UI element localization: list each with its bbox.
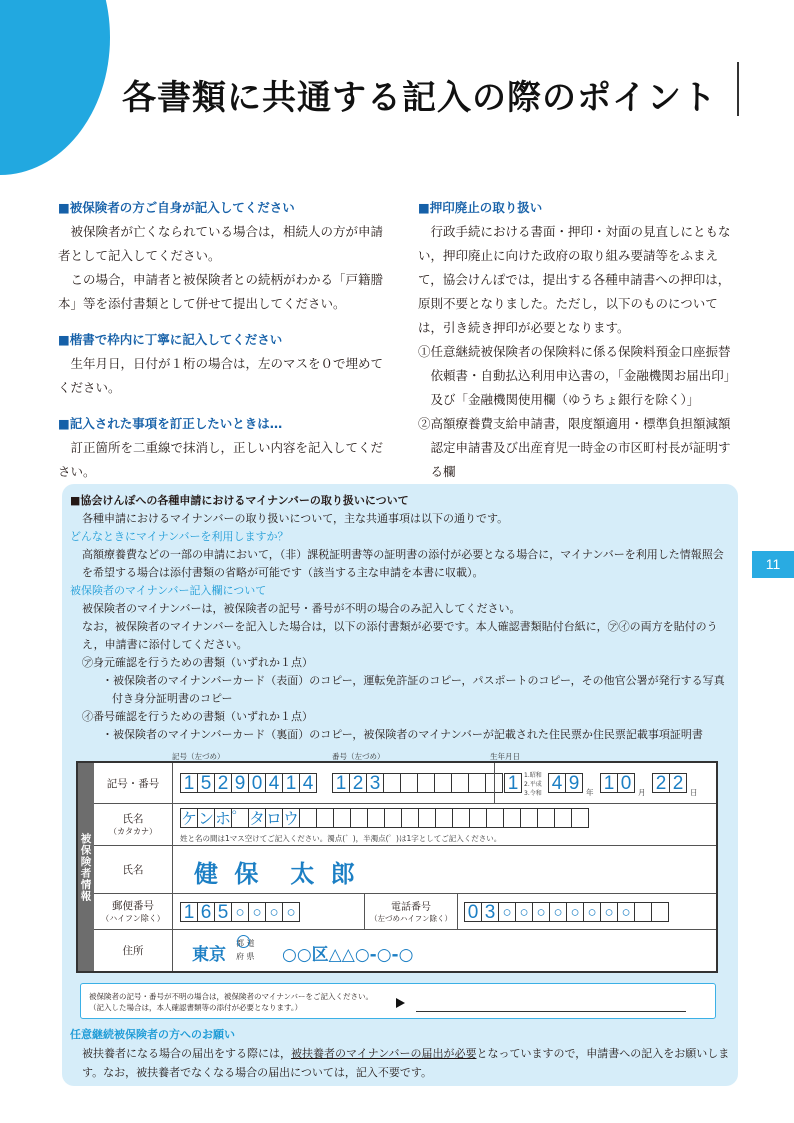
year-cells (548, 773, 582, 793)
mynumber-blank-line (416, 1011, 686, 1012)
section-heading: ■記入された事項を訂正したいときは… (58, 416, 283, 431)
paragraph: この場合，申請者と被保険者との続柄がわかる「戸籍謄本」等を添付書類として併せて提出してください。 (58, 272, 384, 311)
paragraph: なお，被保険者のマイナンバーを記入した場合は，以下の添付書類が必要です。本人確認書類貼付台紙に，㋐㋑の両方を貼付のうえ，申請書に添付してください。 (82, 620, 718, 651)
subheading: どんなときにマイナンバーを利用しますか？ (70, 530, 289, 543)
form-cell: ○ (515, 902, 533, 922)
form-cell (554, 808, 572, 828)
form-cell (537, 808, 555, 828)
unit-year: 年 (586, 788, 594, 797)
pref-value: 東京 (192, 945, 226, 965)
form-cell (503, 808, 521, 828)
tail-text-b: となっていますので，申請書への記入をお願いします。なお，被扶養者でなくなる場合の届出については，記入不要です。 (82, 1047, 730, 1079)
corner-decoration (0, 0, 110, 175)
form-cell: ゜ (232, 809, 249, 828)
form-cell: 1 (504, 773, 522, 793)
row-address (94, 929, 716, 971)
form-cell: ホ (215, 809, 232, 828)
right-column (418, 196, 740, 484)
paragraph: 行政手続における書面・押印・対面の見直しにともない，押印廃止に向けた政府の取り組み要請等をふまえて，協会けんぽでは，提出する各種申請書への押印は，原則不要となりました。ただし，以下のものについては，引き続き押印が必要となります。 (418, 224, 731, 335)
tail-text-a: 被扶養者になる場合の届出をする際には， (82, 1047, 291, 1060)
form-cell (435, 808, 453, 828)
form-cell: 4 (548, 773, 566, 793)
label-kana: 氏名 （カタカナ） (94, 803, 173, 845)
form-cell: ○ (231, 902, 249, 922)
form-cell (350, 808, 368, 828)
form-cell (316, 808, 334, 828)
form-cell (651, 902, 669, 922)
label-address: 住所 (94, 929, 173, 971)
day-cells (652, 773, 686, 793)
tail-text-underlined: 被扶養者のマイナンバーの届出が必要 (291, 1047, 477, 1060)
form-cell: 1 (282, 773, 300, 793)
form-cell: 5 (197, 773, 215, 793)
form-cell (469, 808, 487, 828)
paragraph: 高額療養費などの一部の申請において，（非）課税証明書等の証明書の添付が必要となる場合に，マイナンバーを利用した情報照会を希望する場合は添付書類の省略が可能です（該当する主な申請を本書に収載）。 (82, 548, 724, 579)
form-cell (468, 773, 486, 793)
subheading: 被保険者のマイナンバー記入欄について (70, 584, 267, 597)
form-cell: 2 (669, 773, 687, 793)
form-cell: ○ (600, 902, 618, 922)
section-heading: ■押印廃止の取り扱い (418, 200, 543, 215)
form-cell (400, 773, 418, 793)
form-cell: 9 (565, 773, 583, 793)
list-item: ①任意継続被保険者の保険料に係る保険料預金口座振替依頼書・自動払込利用申込書の，「金融機関お届出印」及び「金融機関使用欄（ゆうちょ銀行を除く）」 (418, 344, 737, 407)
form-cell (384, 808, 402, 828)
form-cell (520, 808, 538, 828)
form-cell (401, 808, 419, 828)
list-item: ・被保険者のマイナンバーカード（裏面）のコピー，被保険者のマイナンバーが記載された住民票か住民票記載事項証明書 (102, 728, 703, 741)
title-rule (737, 62, 739, 116)
sample-form (76, 761, 718, 973)
form-cell: 1 (180, 773, 198, 793)
form-cell: 9 (231, 773, 249, 793)
form-cell: タ (249, 809, 266, 828)
form-cell (451, 773, 469, 793)
form-cell (383, 773, 401, 793)
paragraph: 被保険者のマイナンバーは，被保険者の記号・番号が不明の場合のみ記入してください。 (82, 602, 521, 615)
name-value: 健 保 太 郎 (194, 860, 359, 888)
form-cell: 4 (265, 773, 283, 793)
month-cells (600, 773, 634, 793)
paragraph: 訂正箇所を二重線で抹消し，正しい内容を記入してください。 (58, 440, 384, 479)
form-cell: ケ (181, 809, 198, 828)
paragraph: 各種申請におけるマイナンバーの取り扱いについて，主な共通事項は以下の通りです。 (82, 512, 509, 525)
form-cell: 4 (299, 773, 317, 793)
form-cell: ○ (566, 902, 584, 922)
form-cell: ○ (549, 902, 567, 922)
form-cell: 6 (197, 902, 215, 922)
label-kigo-bango: 記号・番号 (94, 763, 173, 803)
form-cell: ウ (283, 809, 300, 828)
form-side-label: 被保険者情報 (78, 763, 94, 971)
unit-month: 月 (638, 788, 646, 797)
form-cell: 0 (248, 773, 266, 793)
form-cell: 1 (180, 902, 198, 922)
form-cell: 3 (481, 902, 499, 922)
row-kana (94, 803, 716, 846)
caption-birth: 生年月日 (490, 752, 520, 761)
arrow-right-icon (396, 998, 405, 1008)
form-cell: 2 (349, 773, 367, 793)
tel-cells (464, 902, 668, 922)
form-cell (333, 808, 351, 828)
mynumber-panel-text (70, 492, 730, 744)
form-cell: 0 (464, 902, 482, 922)
label-name: 氏名 (94, 845, 173, 893)
pref-options: 都 道 府 県 (236, 939, 255, 961)
paragraph: 被保険者が亡くなられている場合は，相続人の方が申請者として記入してください。 (58, 224, 384, 263)
form-cell: 0 (617, 773, 635, 793)
form-cell (418, 808, 436, 828)
form-cell: ン (198, 809, 215, 828)
section-heading: ■被保険者の方ご自身が記入してください (58, 200, 295, 215)
label-zip: 郵便番号 （ハイフン除く） (94, 893, 173, 929)
form-cell: ○ (617, 902, 635, 922)
list-item: ②高額療養費支給申請書，限度額適用・標準負担額減額認定申請書及び出産育児一時金の市区町村長が証明する欄 (418, 416, 731, 479)
form-cell: ロ (266, 809, 283, 828)
zip-cells (180, 902, 299, 922)
form-cell (452, 808, 470, 828)
row-kigo-bango (94, 763, 716, 804)
selected-circle (237, 935, 250, 948)
subheading: 任意継続被保険者の方へのお願い (70, 1028, 235, 1041)
form-cell: ○ (498, 902, 516, 922)
row-zip-tel (94, 893, 716, 930)
kigo-cells (180, 773, 316, 793)
form-cell: ○ (532, 902, 550, 922)
continuing-request (70, 1025, 730, 1082)
form-cell: 3 (366, 773, 384, 793)
form-cell: 2 (214, 773, 232, 793)
era-options: 1.昭和 2.平成 3.令和 (524, 772, 542, 797)
address-value: ○○区△△○-○-○ (282, 945, 414, 965)
form-cell (571, 808, 589, 828)
mynumber-note: 被保険者の記号・番号が不明の場合は，被保険者のマイナンバーをご記入ください。 （記入した場合は，本人確認書類等の添付が必要となります。） (89, 992, 373, 1012)
form-cell: 2 (652, 773, 670, 793)
mynumber-note-box (80, 983, 716, 1019)
section-heading: ■楷書で枠内に丁寧に記入してください (58, 332, 283, 347)
form-cell: 1 (332, 773, 350, 793)
kana-note: 姓と名の間は1マス空けてご記入ください。濁点(゛)，半濁点(゜)は1字としてご記入ください。 (180, 834, 502, 843)
form-cell: 1 (600, 773, 618, 793)
unit-day: 日 (690, 788, 698, 797)
caption-kigo: 記号（左づめ） (172, 752, 225, 761)
form-cell: ○ (282, 902, 300, 922)
form-cell: ○ (265, 902, 283, 922)
kana-cells (180, 808, 588, 828)
form-cell (434, 773, 452, 793)
row-name (94, 845, 716, 894)
era-cell (504, 773, 521, 793)
list-item: ・被保険者のマイナンバーカード（表面）のコピー，運転免許証のコピー，パスポートのコピー，その他官公署が発行する写真付き身分証明書のコピー (102, 674, 725, 705)
form-cell (299, 808, 317, 828)
page-number: 11 (752, 551, 794, 578)
form-cell: ○ (583, 902, 601, 922)
form-cell: 5 (214, 902, 232, 922)
list-heading: ㋑番号確認を行うための書類（いずれか１点） (82, 710, 313, 723)
form-cell (634, 902, 652, 922)
caption-bango: 番号（左づめ） (332, 752, 385, 761)
form-cell (486, 808, 504, 828)
label-tel: 電話番号 （左づめハイフン除く） (364, 893, 458, 929)
page-title: 各書類に共通する記入の際のポイント (122, 78, 717, 118)
form-cell (367, 808, 385, 828)
left-column (58, 196, 384, 484)
panel-heading: ■協会けんぽへの各種申請におけるマイナンバーの取り扱いについて (70, 494, 409, 507)
bango-cells (332, 773, 502, 793)
form-cell: ○ (248, 902, 266, 922)
form-cell (417, 773, 435, 793)
paragraph: 生年月日，日付が１桁の場合は，左のマスを０で埋めてください。 (58, 356, 384, 395)
list-heading: ㋐身元確認を行うための書類（いずれか１点） (82, 656, 313, 669)
